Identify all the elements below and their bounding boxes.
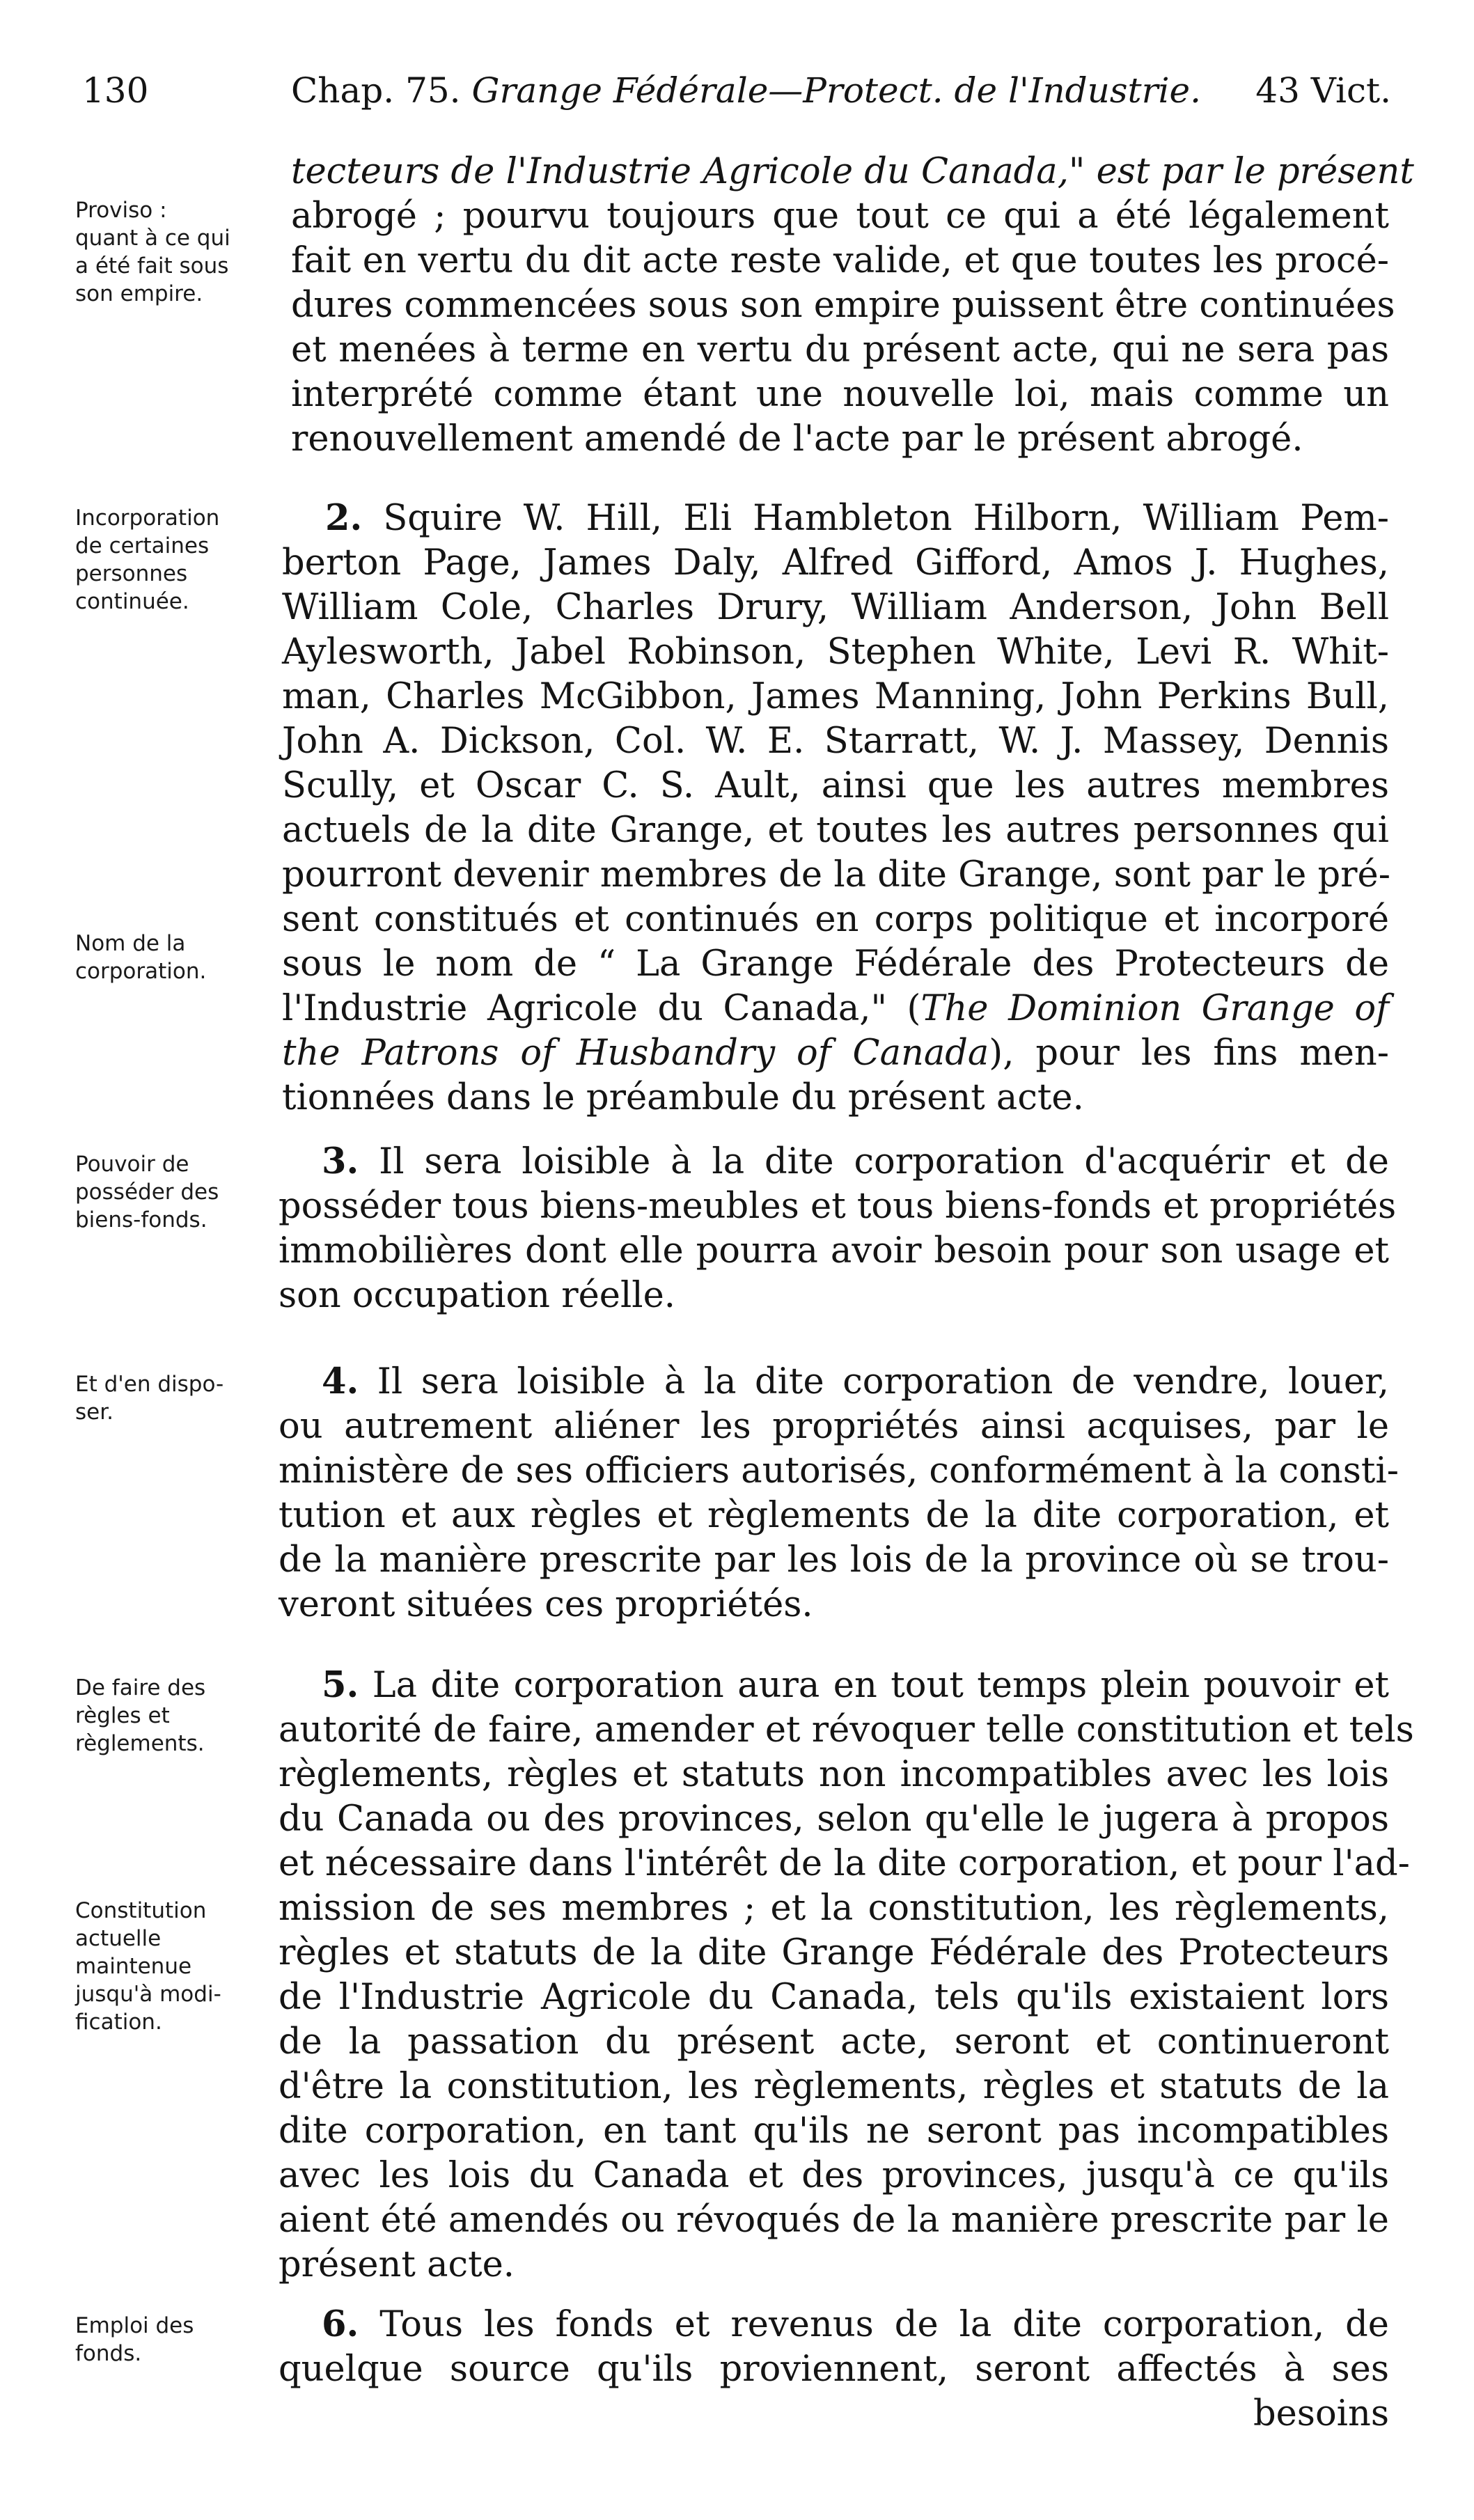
margin-note-line: Emploi des bbox=[75, 2313, 194, 2338]
text-line: quelque source qu'ils proviennent, seront affectés à ses bbox=[279, 2349, 1389, 2390]
text-line: avec les lois du Canada et des provinces, jusqu'à ce qu'ils bbox=[279, 2155, 1389, 2196]
margin-note-line: son empire. bbox=[75, 281, 203, 306]
text-line: de la passation du présent acte, seront et continueront bbox=[279, 2021, 1389, 2063]
margin-note-line: actuelle bbox=[75, 1926, 162, 1951]
margin-note-line: De faire des bbox=[75, 1675, 206, 1700]
text-line: autorité de faire, amender et révoquer telle constitution et tels bbox=[279, 1709, 1414, 1751]
text-line bbox=[279, 1139, 1389, 1184]
text-line bbox=[282, 987, 1389, 1031]
regnal-year: 43 Vict. bbox=[1255, 70, 1391, 111]
text-line: Aylesworth, Jabel Robinson, Stephen White, Levi R. Whit- bbox=[282, 632, 1389, 673]
text-line bbox=[279, 2302, 1389, 2347]
text-run: ), pour les fins men- bbox=[989, 1033, 1389, 1074]
margin-note-line: posséder des bbox=[75, 1180, 219, 1205]
text-line: présent acte. bbox=[279, 2244, 515, 2285]
section-number: 2. bbox=[325, 497, 363, 539]
margin-note-incorporation bbox=[75, 504, 284, 616]
italic-title: The Dominion Grange of bbox=[920, 988, 1390, 1029]
margin-note-dispose bbox=[75, 1370, 284, 1426]
margin-note-line: jusqu'à modi- bbox=[75, 1982, 221, 2007]
section-number: 4. bbox=[322, 1361, 359, 1402]
section-3 bbox=[279, 1139, 1397, 1318]
text-line: aient été amendés ou révoqués de la manière prescrite par le bbox=[279, 2200, 1389, 2241]
chapter-number: Chap. 75. bbox=[291, 70, 461, 111]
text-line: d'être la constitution, les règlements, règles et statuts de la bbox=[279, 2066, 1389, 2107]
margin-note-line: règlements. bbox=[75, 1731, 205, 1756]
margin-note-line: ser. bbox=[75, 1400, 113, 1425]
text-line: sent constitués et continués en corps politique et incorporé bbox=[282, 899, 1389, 940]
text-line bbox=[279, 1663, 1389, 1708]
margin-note-line: Pouvoir de bbox=[75, 1152, 189, 1177]
text-line bbox=[279, 1359, 1389, 1404]
text-line: posséder tous biens-meubles et tous biens-fonds et propriétés bbox=[279, 1186, 1397, 1227]
margin-note-line: quant à ce qui bbox=[75, 226, 230, 251]
margin-note-property bbox=[75, 1150, 284, 1234]
text-line: règlements, règles et statuts non incompatibles avec les lois bbox=[279, 1754, 1389, 1795]
margin-note-line: règles et bbox=[75, 1703, 170, 1728]
text-run: Tous les fonds et revenus de la dite corporation, de bbox=[379, 2304, 1389, 2345]
text-line: de l'Industrie Agricole du Canada, tels qu'ils existaient lors bbox=[279, 1977, 1389, 2018]
section-number: 6. bbox=[322, 2303, 359, 2345]
page-number: 130 bbox=[82, 70, 149, 111]
text-line: tionnées dans le préambule du présent acte. bbox=[282, 1077, 1084, 1118]
margin-note-line: personnes bbox=[75, 561, 188, 586]
text-line: tecteurs de l'Industrie Agricole du Canada," est par le présent bbox=[291, 151, 1414, 192]
text-run: Il sera loisible à la dite corporation de vendre, louer, bbox=[377, 1361, 1390, 1402]
text-line: et menées à terme en vertu du présent acte, qui ne sera pas bbox=[291, 329, 1389, 370]
text-line: interprété comme étant une nouvelle loi, mais comme un bbox=[291, 374, 1389, 415]
section-number: 5. bbox=[322, 1664, 359, 1706]
chapter-title bbox=[291, 56, 1201, 125]
text-run: Il sera loisible à la dite corporation d'acquérir et de bbox=[379, 1141, 1389, 1182]
text-line: William Cole, Charles Drury, William Anderson, John Bell bbox=[282, 587, 1389, 628]
text-line: actuels de la dite Grange, et toutes les autres personnes qui bbox=[282, 810, 1389, 851]
section-2 bbox=[282, 496, 1389, 1120]
margin-note-line: corporation. bbox=[75, 959, 207, 984]
paragraph-continuation bbox=[291, 150, 1414, 462]
margin-note-proviso bbox=[75, 196, 284, 308]
text-line: dures commencées sous son empire puissent être continuées bbox=[291, 285, 1395, 326]
text-line: de la manière prescrite par les lois de la province où se trou- bbox=[279, 1540, 1389, 1581]
margin-note-line: fication. bbox=[75, 2010, 162, 2035]
running-header bbox=[82, 56, 1391, 125]
text-line: man, Charles McGibbon, James Manning, John Perkins Bull, bbox=[282, 676, 1389, 717]
text-run: La dite corporation aura en tout temps plein pouvoir et bbox=[372, 1665, 1389, 1706]
text-run: Squire W. Hill, Eli Hambleton Hilborn, William Pem- bbox=[383, 498, 1389, 539]
text-line: renouvellement amendé de l'acte par le présent abrogé. bbox=[291, 418, 1303, 460]
text-run: l'Industrie Agricole du Canada," ( bbox=[282, 988, 921, 1029]
margin-note-constitution bbox=[75, 1897, 284, 2036]
text-line: Scully, et Oscar C. S. Ault, ainsi que les autres membres bbox=[282, 765, 1389, 806]
section-4 bbox=[279, 1359, 1399, 1627]
section-number: 3. bbox=[322, 1141, 359, 1182]
text-line: ou autrement aliéner les propriétés ainsi acquises, par le bbox=[279, 1406, 1389, 1447]
text-line: et nécessaire dans l'intérêt de la dite corporation, et pour l'ad- bbox=[279, 1843, 1410, 1884]
text-line: dite corporation, en tant qu'ils ne seront pas incompatibles bbox=[279, 2111, 1389, 2152]
text-line: ministère de ses officiers autorisés, conformément à la consti- bbox=[279, 1450, 1399, 1492]
text-line: tution et aux règles et règlements de la dite corporation, et bbox=[279, 1495, 1389, 1536]
section-5 bbox=[279, 1663, 1414, 2287]
margin-note-line: Incorporation bbox=[75, 506, 220, 531]
margin-note-line: Nom de la bbox=[75, 931, 186, 956]
text-line: veront situées ces propriétés. bbox=[279, 1584, 813, 1625]
text-line: du Canada ou des provinces, selon qu'elle le jugera à propos bbox=[279, 1799, 1389, 1840]
text-line: règles et statuts de la dite Grange Fédérale des Protecteurs bbox=[279, 1932, 1389, 1973]
margin-note-line: continuée. bbox=[75, 589, 189, 614]
text-line: berton Page, James Daly, Alfred Gifford, Amos J. Hughes, bbox=[282, 542, 1389, 584]
section-6 bbox=[279, 2302, 1389, 2436]
running-title: Grange Fédérale—Protect. de l'Industrie. bbox=[471, 70, 1202, 111]
text-line bbox=[282, 1031, 1389, 1076]
margin-note-name bbox=[75, 930, 284, 985]
catchword: besoins bbox=[1253, 2393, 1389, 2434]
margin-note-line: Constitution bbox=[75, 1898, 207, 1923]
text-line: mission de ses membres ; et la constitution, les règlements, bbox=[279, 1888, 1389, 1929]
italic-title: the Patrons of Husbandry of Canada bbox=[282, 1033, 989, 1074]
text-line: John A. Dickson, Col. W. E. Starratt, W. J. Massey, Dennis bbox=[282, 721, 1389, 762]
margin-note-line: Et d'en dispo- bbox=[75, 1372, 224, 1397]
margin-note-line: fonds. bbox=[75, 2341, 142, 2366]
text-line: abrogé ; pourvu toujours que tout ce qui a été légalement bbox=[291, 196, 1389, 237]
text-line bbox=[282, 496, 1389, 541]
text-line: son occupation réelle. bbox=[279, 1275, 675, 1316]
text-line: pourront devenir membres de la dite Grange, sont par le pré- bbox=[282, 854, 1390, 895]
margin-note-funds bbox=[75, 2312, 284, 2368]
margin-note-line: de certaines bbox=[75, 533, 210, 558]
margin-note-line: maintenue bbox=[75, 1954, 192, 1979]
margin-note-line: a été fait sous bbox=[75, 253, 229, 279]
margin-note-rules bbox=[75, 1674, 284, 1758]
margin-note-line: Proviso : bbox=[75, 198, 167, 223]
text-line: immobilières dont elle pourra avoir besoin pour son usage et bbox=[279, 1230, 1389, 1271]
text-line: fait en vertu du dit acte reste valide, et que toutes les procé- bbox=[291, 240, 1389, 281]
margin-note-line: biens-fonds. bbox=[75, 1207, 207, 1232]
text-line: sous le nom de “ La Grange Fédérale des Protecteurs de bbox=[282, 944, 1389, 985]
